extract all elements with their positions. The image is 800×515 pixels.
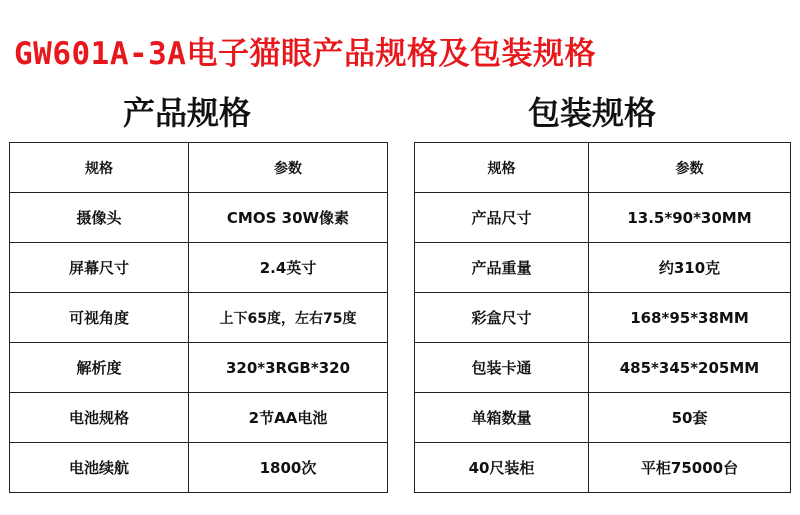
product-spec-heading: 产品规格 xyxy=(123,94,252,132)
table-row xyxy=(10,293,388,343)
spec-name-cell: 产品重量 xyxy=(415,243,589,293)
table-row xyxy=(10,193,388,243)
table-row xyxy=(10,243,388,293)
spec-value-cell: 平柜75000台 xyxy=(589,443,791,493)
spec-value-cell: CMOS 30W像素 xyxy=(189,193,388,243)
table-row xyxy=(415,393,791,443)
table-header-row xyxy=(415,143,791,193)
package-spec-heading: 包装规格 xyxy=(528,94,657,132)
table-row xyxy=(10,393,388,443)
spec-value-cell: 50套 xyxy=(589,393,791,443)
table-row xyxy=(415,443,791,493)
spec-name-cell: 单箱数量 xyxy=(415,393,589,443)
product-spec-table xyxy=(9,142,388,493)
table-row xyxy=(415,193,791,243)
table-row xyxy=(415,243,791,293)
spec-value-cell: 1800次 xyxy=(189,443,388,493)
spec-value-cell: 上下65度，左右75度 xyxy=(189,293,388,343)
spec-name-cell: 可视角度 xyxy=(10,293,189,343)
column-header: 规格 xyxy=(10,143,189,193)
spec-value-cell: 2节AA电池 xyxy=(189,393,388,443)
table-row xyxy=(10,343,388,393)
table-header-row xyxy=(10,143,388,193)
spec-name-cell: 电池规格 xyxy=(10,393,189,443)
spec-name-cell: 解析度 xyxy=(10,343,189,393)
spec-value-cell: 168*95*38MM xyxy=(589,293,791,343)
table-row xyxy=(10,443,388,493)
table-row xyxy=(415,343,791,393)
spec-value-cell: 485*345*205MM xyxy=(589,343,791,393)
spec-name-cell: 屏幕尺寸 xyxy=(10,243,189,293)
spec-name-cell: 包装卡通 xyxy=(415,343,589,393)
spec-value-cell: 320*3RGB*320 xyxy=(189,343,388,393)
page-title: GW601A-3A电子猫眼产品规格及包装规格 xyxy=(14,36,596,72)
spec-name-cell: 电池续航 xyxy=(10,443,189,493)
spec-name-cell: 摄像头 xyxy=(10,193,189,243)
spec-value-cell: 2.4英寸 xyxy=(189,243,388,293)
spec-value-cell: 约310克 xyxy=(589,243,791,293)
spec-name-cell: 产品尺寸 xyxy=(415,193,589,243)
spec-name-cell: 40尺装柜 xyxy=(415,443,589,493)
column-header: 参数 xyxy=(189,143,388,193)
package-spec-table xyxy=(414,142,791,493)
spec-value-cell: 13.5*90*30MM xyxy=(589,193,791,243)
column-header: 参数 xyxy=(589,143,791,193)
column-header: 规格 xyxy=(415,143,589,193)
table-row xyxy=(415,293,791,343)
spec-name-cell: 彩盒尺寸 xyxy=(415,293,589,343)
